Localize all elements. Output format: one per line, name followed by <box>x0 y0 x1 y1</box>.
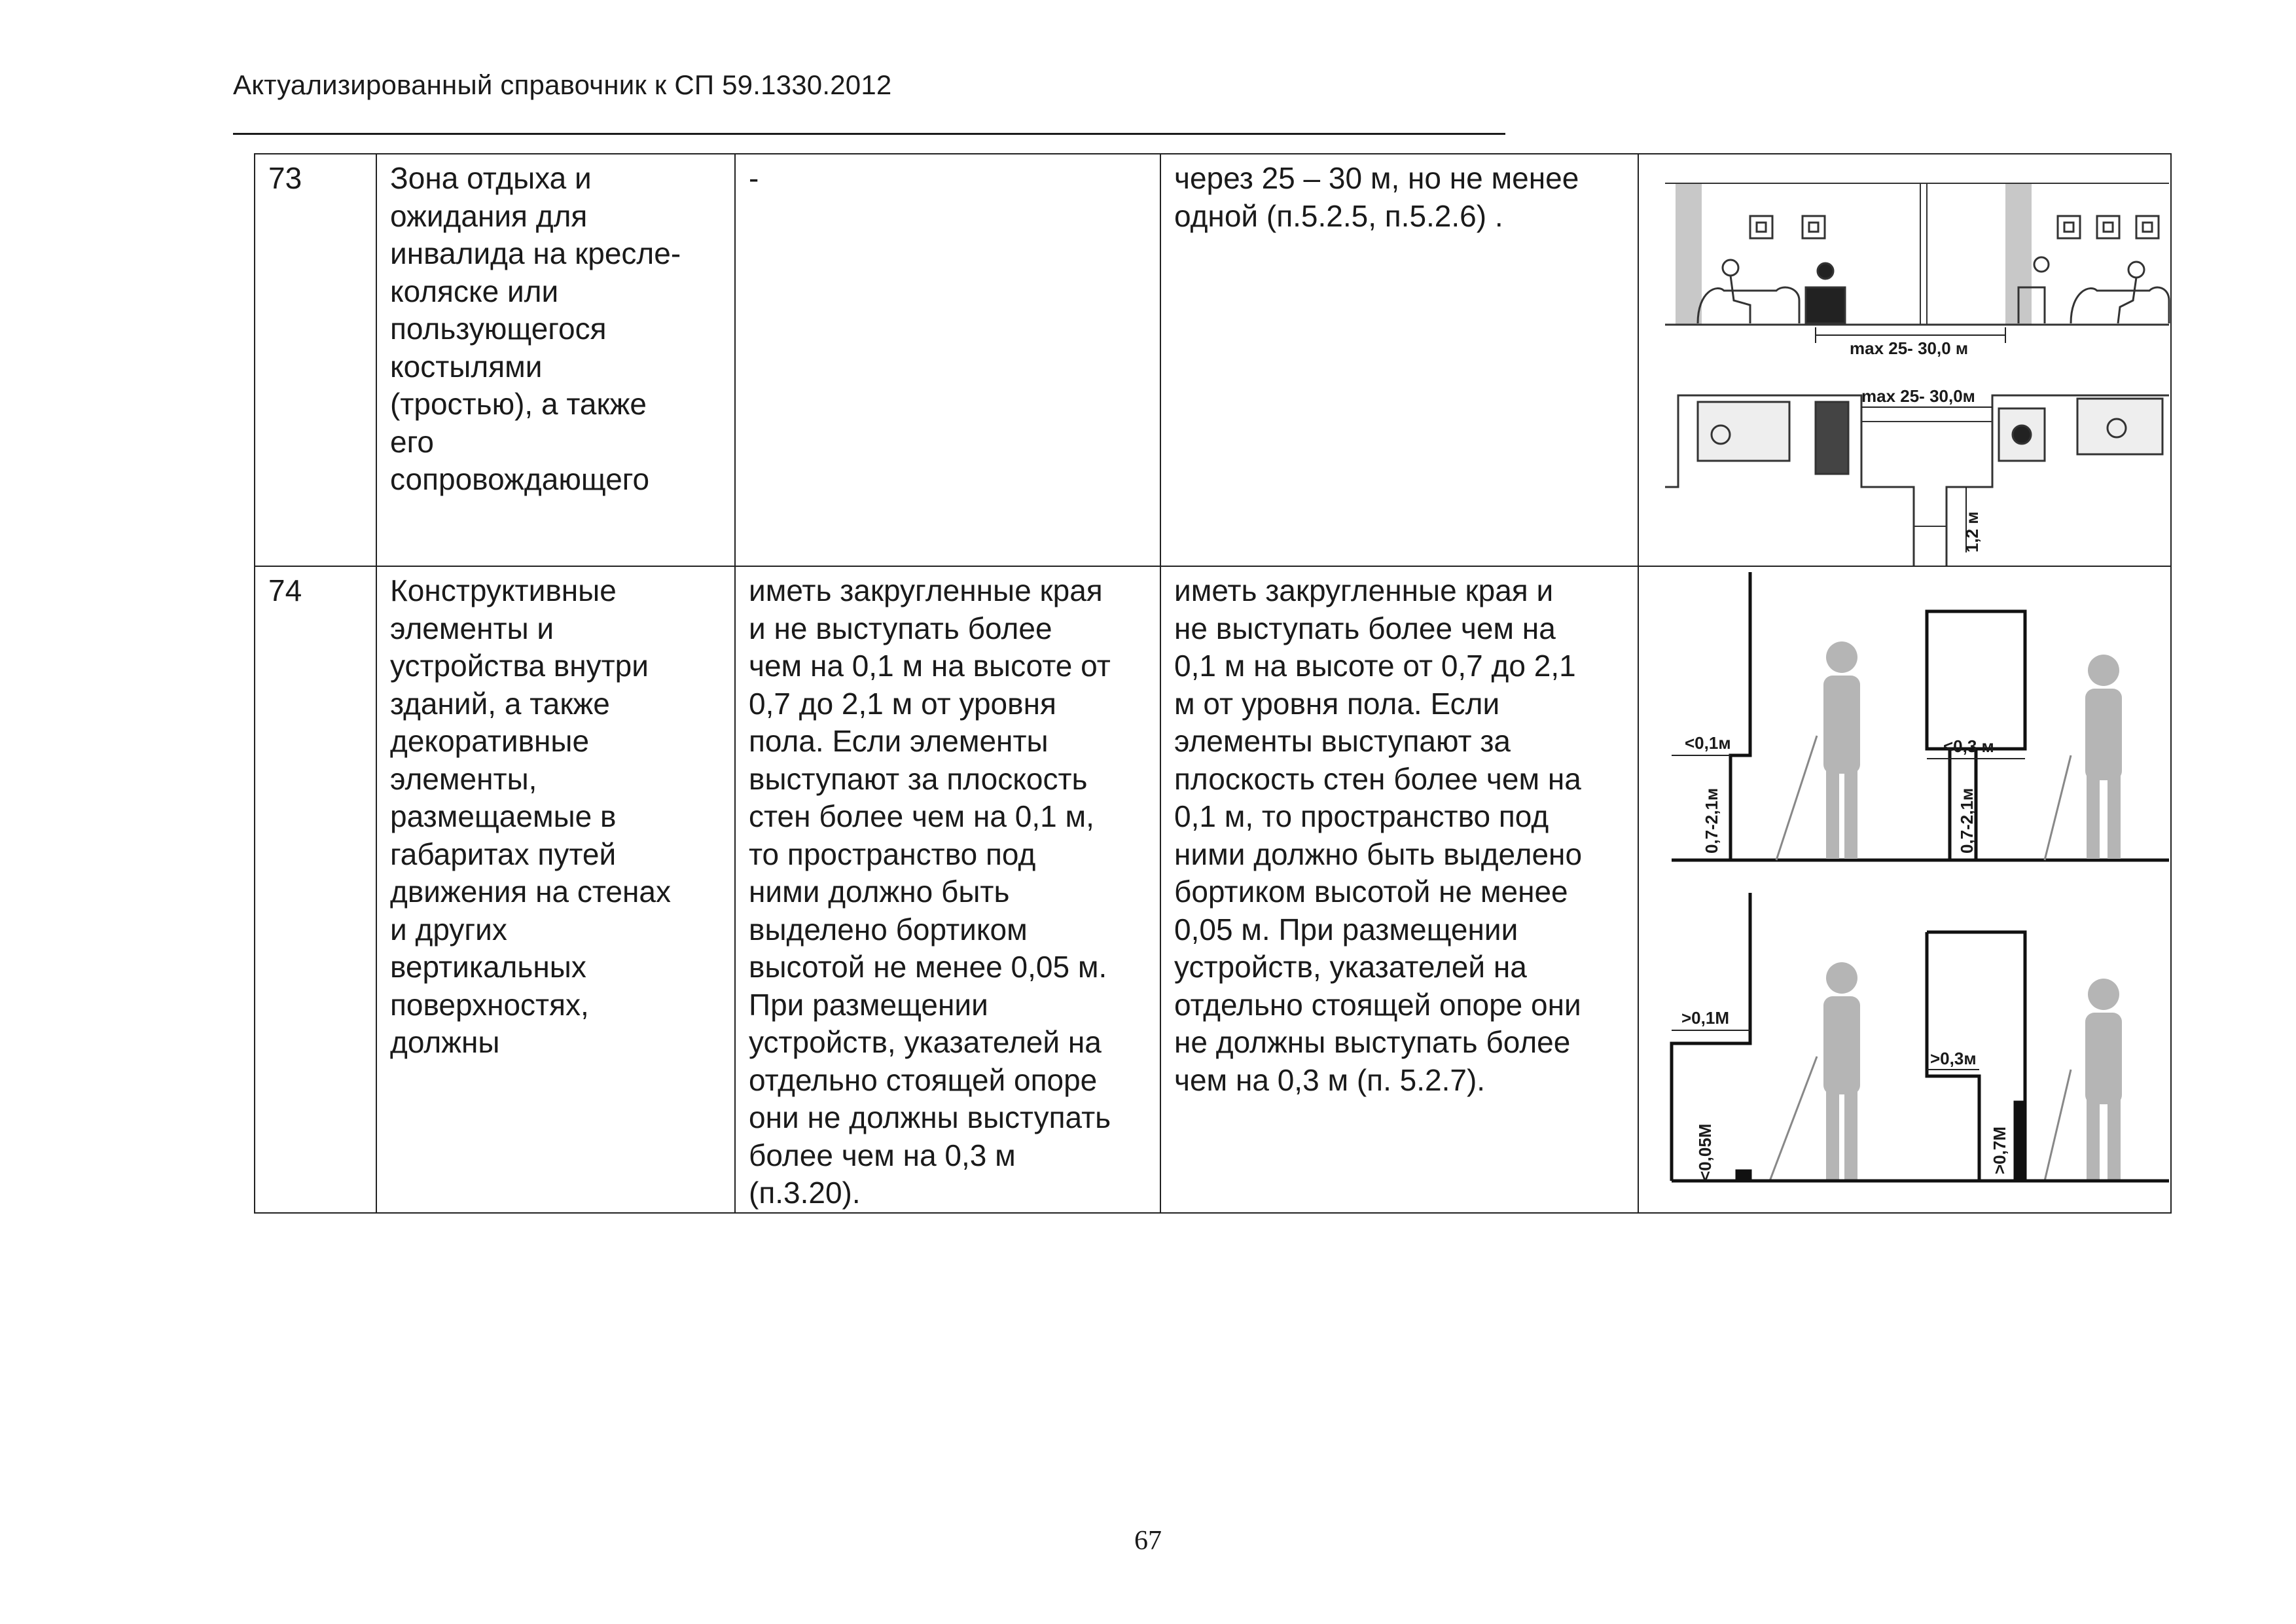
text-line: декоративные <box>390 724 590 758</box>
small-wall-max-label: <0,1м <box>1685 733 1731 753</box>
text-line: пользующегося <box>390 312 607 346</box>
text-line: отдельно стоящей опоре они <box>1174 987 1581 1022</box>
requirement-new-cell <box>735 154 1160 566</box>
text-line: Конструктивные <box>390 573 617 607</box>
person-silhouette <box>1823 641 2122 1181</box>
text-line: 0,05 м. При размещении <box>1174 912 1518 947</box>
element-name-lines <box>390 160 721 499</box>
text-line: пола. Если элементы <box>749 724 1049 758</box>
running-header: Актуализированный справочник к СП 59.1330.2012 <box>233 69 892 100</box>
text-line: Зона отдыха и <box>390 161 592 195</box>
text-line: элементы выступают за <box>1174 724 1511 758</box>
text-line: высотой не менее 0,05 м. <box>749 950 1107 984</box>
text-line: инвалида на кресле- <box>390 236 681 270</box>
element-name-cell <box>376 566 735 1213</box>
rest-zone-illustration <box>1652 160 2183 566</box>
text-line: поверхностях, <box>390 987 589 1022</box>
text-line: и других <box>390 912 507 947</box>
text-line: движения на стенах <box>390 875 672 909</box>
text-line: и не выступать более <box>749 611 1052 645</box>
text-line: его <box>390 424 434 459</box>
text-line: иметь закругленные края и <box>1174 573 1554 607</box>
text-line: плоскость стен более чем на <box>1174 761 1581 796</box>
curb-height-label: <0,05М <box>1695 1123 1715 1181</box>
post-height-label: 0,7-2,1м <box>1957 787 1977 854</box>
text-line: костылями <box>390 349 543 384</box>
text-line: одной (п.5.2.5, п.5.2.6) . <box>1174 198 1503 233</box>
text-line: 0,1 м, то пространство под <box>1174 799 1549 833</box>
row-number: 73 <box>255 154 376 566</box>
requirement-new-lines <box>749 160 1147 198</box>
requirement-new-cell <box>735 566 1160 1213</box>
page-number: 67 <box>1134 1526 1162 1556</box>
requirement-new-lines <box>749 572 1147 1212</box>
text-line: не должны выступать более <box>1174 1025 1571 1059</box>
text-line: вертикальных <box>390 950 586 984</box>
text-line: ожидания для <box>390 198 588 233</box>
large-wall-min-label: >0,1М <box>1681 1008 1729 1028</box>
text-line: бортиком высотой не менее <box>1174 875 1568 909</box>
post-base-height-label: >0,7М <box>1990 1127 2009 1174</box>
protrusion-illustration <box>1652 572 2183 1210</box>
text-line: 0,7 до 2,1 м от уровня <box>749 686 1056 721</box>
text-line: выделено бортиком <box>749 912 1028 947</box>
text-line: иметь закругленные края <box>749 573 1103 607</box>
text-line: отдельно стоящей опоре <box>749 1062 1098 1097</box>
requirements-table <box>254 153 2172 1214</box>
text-line: должны <box>390 1025 500 1059</box>
text-line: (тростью), а также <box>390 387 647 421</box>
protrusion-illustration-cell <box>1638 566 2171 1213</box>
text-line: они не должны выступать <box>749 1100 1111 1134</box>
text-line: сопровождающего <box>390 462 650 496</box>
text-line: элементы и <box>390 611 554 645</box>
table-row-73 <box>255 154 2171 566</box>
element-name-lines <box>390 572 721 1062</box>
plan-distance-label: max 25- 30,0м <box>1861 386 1975 406</box>
large-post-min-label: >0,3м <box>1930 1049 1977 1068</box>
row-number: 74 <box>255 566 376 1213</box>
text-line: 0,1 м на высоте от 0,7 до 2,1 <box>1174 649 1576 683</box>
element-name-cell <box>376 154 735 566</box>
text-line: При размещении <box>749 987 988 1022</box>
plan-view <box>1665 395 2169 566</box>
text-line: элементы, <box>390 761 537 796</box>
small-wall-height-label: 0,7-2,1м <box>1702 787 1721 854</box>
text-line: (п.3.20). <box>749 1176 861 1210</box>
requirement-old-cell <box>1160 566 1638 1213</box>
text-line: устройств, указателей на <box>749 1025 1102 1059</box>
requirement-old-lines <box>1174 572 1624 1099</box>
text-line: чем на 0,3 м (п. 5.2.7). <box>1174 1062 1486 1097</box>
passage-width-label: 1,2 м <box>1962 511 1982 552</box>
text-line: стен более чем на 0,1 м, <box>749 799 1094 833</box>
text-line: коляске или <box>390 274 559 308</box>
text-line: м от уровня пола. Если <box>1174 686 1500 721</box>
rest-zone-illustration-cell <box>1638 154 2171 566</box>
text-line: габаритах путей <box>390 837 617 871</box>
table-row-74 <box>255 566 2171 1213</box>
text-line: выступают за плоскость <box>749 761 1088 796</box>
text-line: ними должно быть <box>749 875 1010 909</box>
text-line: не выступать более чем на <box>1174 611 1556 645</box>
elevation-view <box>1665 183 2169 325</box>
text-line: размещаемые в <box>390 799 617 833</box>
text-line: более чем на 0,3 м <box>749 1138 1016 1172</box>
post-max-label: <0,3 м <box>1943 736 1994 756</box>
elevation-distance-label: max 25- 30,0 м <box>1850 338 1969 358</box>
text-line: чем на 0,1 м на высоте от <box>749 649 1111 683</box>
text-line: ними должно быть выделено <box>1174 837 1583 871</box>
requirement-old-lines <box>1174 160 1624 235</box>
text-line: - <box>749 161 759 195</box>
text-line: устройства внутри <box>390 649 649 683</box>
text-line: устройств, указателей на <box>1174 950 1527 984</box>
requirement-old-cell <box>1160 154 1638 566</box>
text-line: через 25 – 30 м, но не менее <box>1174 161 1579 195</box>
header-rule <box>233 133 1505 135</box>
text-line: то пространство под <box>749 837 1036 871</box>
text-line: зданий, а также <box>390 686 610 721</box>
